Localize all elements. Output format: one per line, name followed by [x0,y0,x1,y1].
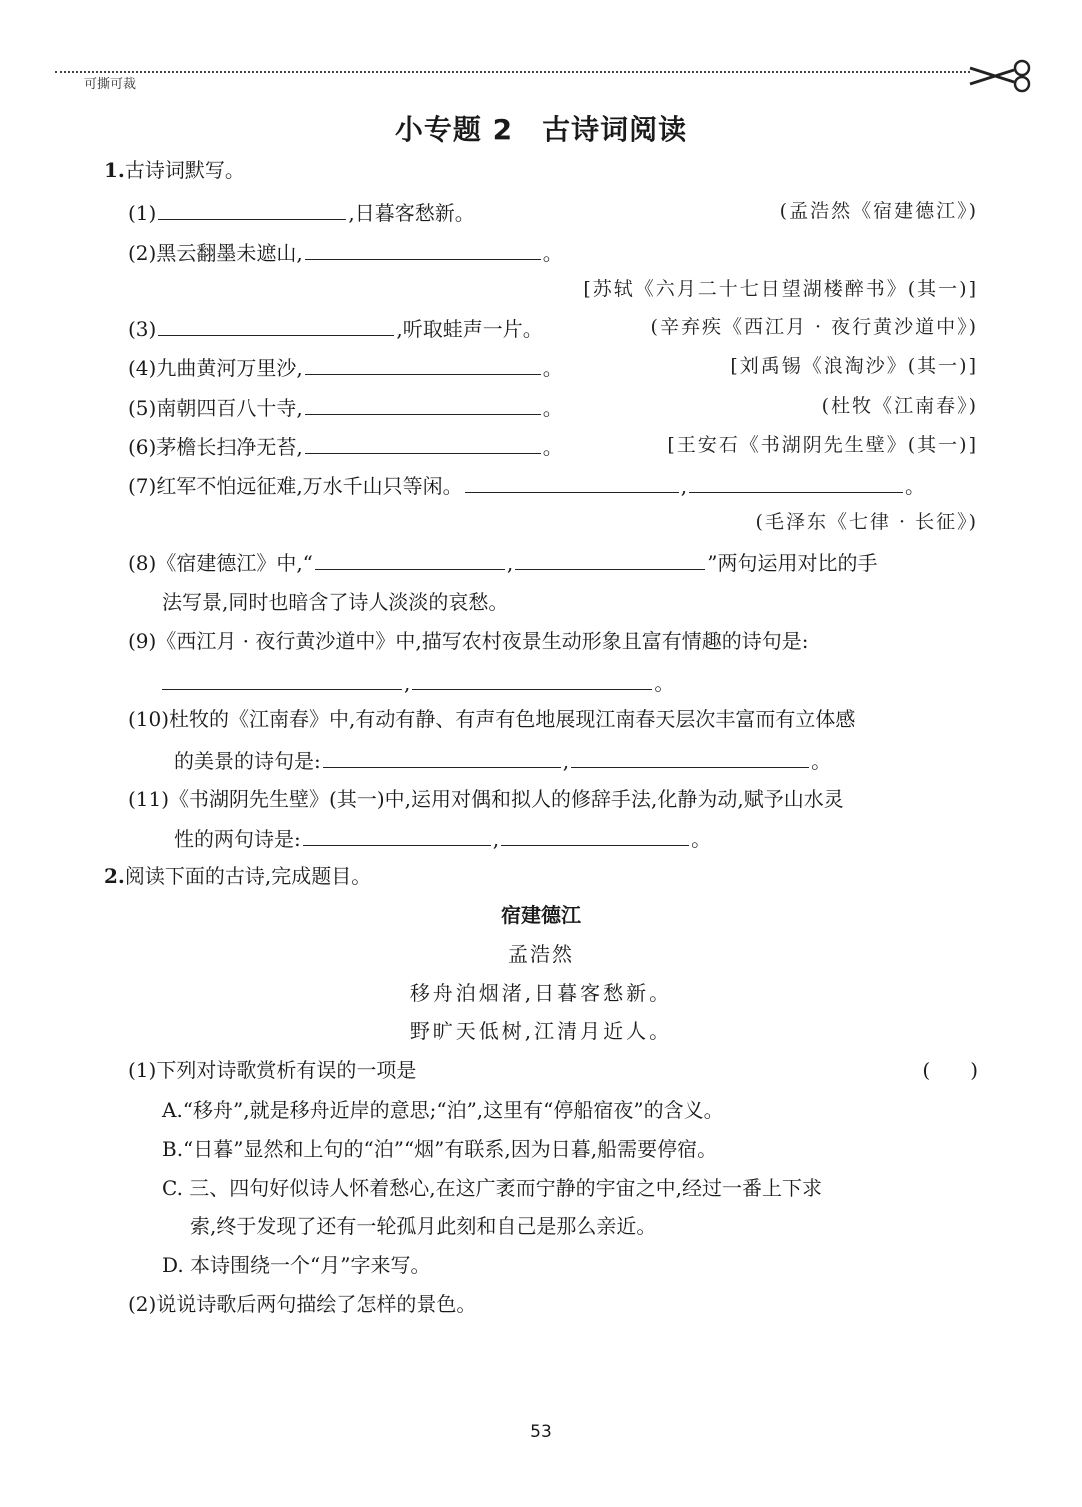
item-end: 。 [542,435,563,459]
answer-blank[interactable] [305,396,541,415]
item-end: 。 [542,356,563,380]
item-end: 。 [811,749,832,773]
item-label: (3) [128,317,157,341]
item-8 [128,551,878,573]
item-11-answer [174,827,711,849]
page-number: 53 [530,1422,552,1442]
item-7 [128,474,925,496]
poem-author: 孟浩然 [508,942,574,966]
item-end: 。 [542,241,563,265]
item-source: [苏轼《六月二十七日望湖楼醉书》(其一)] [583,278,978,300]
answer-blank[interactable] [571,749,809,768]
item-end: 。 [691,827,712,851]
item-text: ,听取蛙声一片。 [396,317,543,341]
question-2 [104,866,371,886]
item-source: (杜牧《江南春》) [821,395,978,417]
item-text: ,日暮客愁新。 [348,201,475,225]
answer-blank[interactable] [315,551,505,570]
item-comma: , [492,827,500,851]
item-end: 。 [654,671,675,695]
item-10: (10)杜牧的《江南春》中,有动有静、有声有色地展现江南春天层次丰富而有立体感 [128,707,856,731]
answer-blank[interactable] [305,435,541,454]
answer-blank[interactable] [303,827,491,846]
item-comma: , [404,671,411,695]
item-label: (4)九曲黄河万里沙, [128,356,303,380]
option-c-continued: 索,终于发现了还有一轮孤月此刻和自己是那么亲近。 [190,1214,657,1238]
item-end: 。 [542,396,563,420]
page-title: 小专题 2 古诗词阅读 [394,113,688,146]
item-text: ”两句运用对比的手 [707,551,878,575]
answer-blank[interactable] [305,356,541,375]
cut-line [55,71,970,73]
question-number: 1. [104,158,125,182]
item-text: 的美景的诗句是: [174,749,321,773]
answer-blank[interactable] [515,551,705,570]
item-6 [128,435,563,457]
item-source: (毛泽东《七律 · 长征》) [755,511,978,533]
item-source: (孟浩然《宿建德江》) [779,200,978,222]
item-label: (7)红军不怕远征难,万水千山只等闲。 [128,474,463,498]
item-source: (辛弃疾《西江月 · 夜行黄沙道中》) [650,316,978,338]
item-2 [128,241,563,263]
option-c: C. 三、四句好似诗人怀着愁心,在这广袤而宁静的宇宙之中,经过一番上下求 [162,1176,823,1200]
answer-blank[interactable] [323,749,561,768]
question-stem: 古诗词默写。 [124,158,245,182]
item-5 [128,396,563,418]
answer-blank[interactable] [158,201,346,220]
item-comma: , [680,474,688,498]
item-label: (5)南朝四百八十寺, [128,396,303,420]
answer-blank[interactable] [689,474,903,493]
sub-question-2: (2)说说诗歌后两句描绘了怎样的景色。 [128,1292,477,1316]
answer-blank[interactable] [465,474,679,493]
item-9: (9)《西江月 · 夜行黄沙道中》中,描写农村夜景生动形象且富有情趣的诗句是: [128,629,809,653]
item-11: (11)《书湖阴先生壁》(其一)中,运用对偶和拟人的修辞手法,化静为动,赋予山水灵 [128,787,844,811]
answer-parentheses[interactable]: ( ) [922,1058,978,1082]
item-label: (1) [128,201,157,225]
poem-line: 移舟泊烟渚,日暮客愁新。 [409,981,673,1005]
question-stem: 阅读下面的古诗,完成题目。 [124,864,372,888]
item-comma: , [562,749,570,773]
question-number: 2. [104,864,125,888]
answer-blank[interactable] [412,671,652,690]
item-8-continued: 法写景,同时也暗含了诗人淡淡的哀愁。 [162,590,509,614]
scissors-icon [968,58,1034,94]
poem-title: 宿建德江 [501,903,581,927]
item-text: 性的两句诗是: [174,827,301,851]
item-10-answer [174,749,831,771]
cut-label: 可撕可裁 [84,77,137,92]
item-1 [128,201,475,223]
question-1 [104,160,245,180]
option-d: D. 本诗围绕一个“月”字来写。 [162,1253,431,1277]
item-label: (2)黑云翻墨未遮山, [128,241,303,265]
item-source: [王安石《书湖阴先生壁》(其一)] [667,434,978,456]
item-comma: , [506,551,514,575]
item-end: 。 [905,474,926,498]
option-b: B.“日暮”显然和上句的“泊”“烟”有联系,因为日暮,船需要停宿。 [162,1137,718,1161]
poem-line: 野旷天低树,江清月近人。 [409,1019,673,1043]
answer-blank[interactable] [305,241,541,260]
option-a: A.“移舟”,就是移舟近岸的意思;“泊”,这里有“停船宿夜”的含义。 [162,1098,724,1122]
item-label: (6)茅檐长扫净无苔, [128,435,303,459]
answer-blank[interactable] [158,317,394,336]
item-source: [刘禹锡《浪淘沙》(其一)] [730,355,978,377]
answer-blank[interactable] [501,827,689,846]
sub-question-1: (1)下列对诗歌赏析有误的一项是 [128,1058,417,1082]
item-4 [128,356,563,378]
item-label: (8)《宿建德江》中,“ [128,551,313,575]
answer-blank[interactable] [162,671,402,690]
item-3 [128,317,543,339]
item-9-answer [160,671,674,693]
